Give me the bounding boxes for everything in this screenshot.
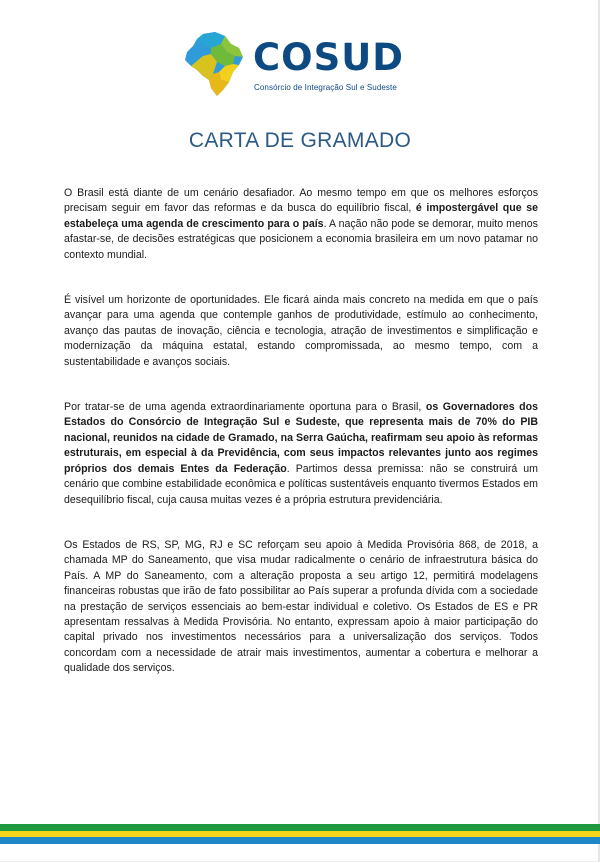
paragraph-3-text-end: . Partimos dessa premissa: não se construirá um cenário que combine estabilidade econômica e políticas sustentáveis enquanto tivermos Estados em desequilíbrio fiscal, cuja causa muitas vezes é a própria estrutura previdenciária. [64, 462, 539, 506]
paragraph-3 [64, 400, 538, 508]
document-title: CARTA DE GRAMADO [188, 129, 412, 152]
paragraph-1-text: O Brasil está diante de um cenário desafiador. Ao mesmo tempo em que os melhores esforços precisam seguir em favor das reformas e da busca do equilíbrio fiscal, [64, 187, 538, 215]
paragraph-2 [64, 293, 538, 370]
stripe-blue [0, 837, 600, 844]
paragraph-1 [64, 186, 538, 263]
paragraph-1-text-end: . A nação não pode se demorar, muito menos afastar-se, de decisões estratégicas que posicionem a economia brasileira em um novo patamar no contexto mundial. [64, 217, 538, 261]
brand-name: COSUD [253, 36, 405, 79]
paragraph-3-text: Por tratar-se de uma agenda extraordinariamente oportuna para o Brasil, [64, 401, 426, 414]
brazil-map-icon [181, 30, 251, 100]
brand-subtitle: Consórcio de Integração Sul e Sudeste [254, 83, 397, 92]
paragraph-4-text: Os Estados de RS, SP, MG, RJ e SC reforçam seu apoio à Medida Provisória 868, de 2018, a chamada MP do Saneamento, que visa mudar radicalmente o cenário de infraestrutura básica do País. A MP do Saneamento, com a alteração proposta a seu artigo 12, permitirá modelagens financeiras robustas que irão de fato possibilitar ao País superar a profunda dívida com a sociedade na prestação de serviços essenciais ao bem-estar individual e coletivo. Os Estados de ES e PR apresentam ressalvas à Medida Provisória. No entanto, expressam apoio à maior participação do capital privado nos investimentos necessários para a universalização dos serviços. Todos concordam com a necessidade de atrair mais investimentos, aumentar a cobertura e melhorar a qualidade dos serviços. [64, 538, 538, 675]
paragraph-4 [64, 538, 538, 677]
cosud-logo [181, 30, 421, 100]
paragraph-2-text: É visível um horizonte de oportunidades. Ele ficará ainda mais concreto na medida em que o país avançar para uma agenda que contemple ganhos de produtividade, estímulo ao conhecimento, avanço das pautas de inovação, ciência e tecnologia, atração de investimentos e simplificação e modernização da máquina estatal, estando compromissada, ao mesmo tempo, com a sustentabilidade e avanços sociais. [64, 294, 538, 368]
letter-body [64, 186, 538, 707]
stripe-green [0, 824, 600, 831]
footer-stripes [0, 824, 600, 844]
paragraph-1-bold: é impostergável que se estabeleça uma agenda de crescimento para o país [64, 202, 539, 230]
paragraph-3-bold: os Governadores dos Estados do Consórcio de Integração Sul e Sudeste, que representa mais de 70% do PIB nacional, reunidos na cidade de Gramado, na Serra Gaúcha, reafirmam seu apoio às reformas estruturais, em especial à da Previdência, com seus impactos relevantes junto aos regimes próprios dos demais Entes da Federação [64, 401, 538, 475]
